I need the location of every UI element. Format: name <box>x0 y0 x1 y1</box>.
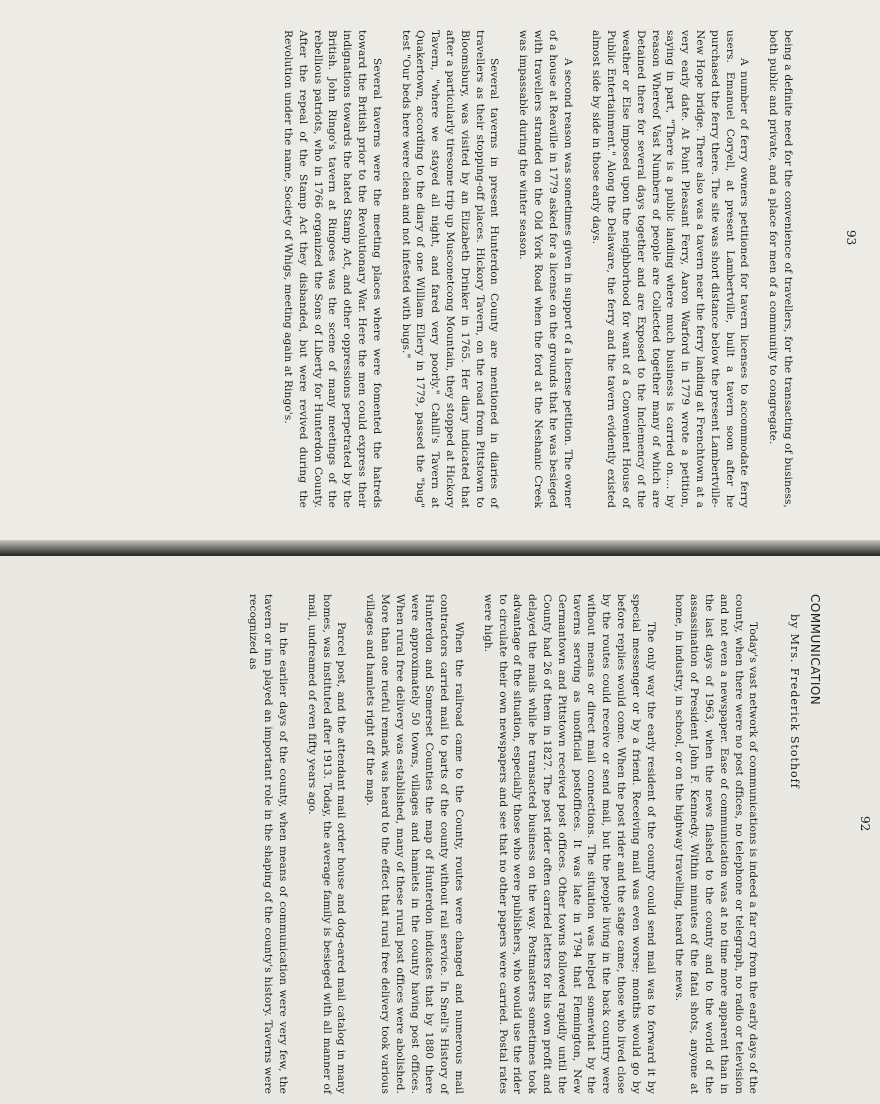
paragraph: In the earlier days of the county, when means of communication were very few, the tavern or inn played an important role in the shaping of the county's history. Taverns were recognized as <box>247 594 290 1094</box>
paragraph: A number of ferry owners petitioned for tavern licenses to accommodate ferry users. Emanuel Coryell, at present Lambertville, built a tavern soon after he purchased the ferry there. The site was short distance below the present Lambertville-New Hope bridge. There also was a tavern near the ferry landing at Frenchtown at a very early date. At Point Pleasant Ferry, Aaron Warford in 1779 wrote a petition, saying in part, "There is a public landing where much business is carried on.... by reason Whereof Vast Numbers of people are Collected together many of which are Detained there for several days together and are Exposed to the Inclemency of the weather or Else imposed upon the neighborhood for want of a Convenient House of Public Entertainment." Along the Delaware, the ferry and the tavern evidently existed almost side by side in those early days. <box>590 30 751 508</box>
page-93-text <box>70 30 795 508</box>
paragraph: Today's vast network of communications is indeed a far cry from the early days of the county, when there were no post offices, no telephone or telegraph, no radio or television and not even a newspaper. Ease of communication was at no time more apparent than in the last days of 1963, when the news flashed to the county and to the world of the assassination of President John F. Kennedy. Within minutes of the fatal shots, anyone at home, in industry, in school, or on the highway travelling, heard the news. <box>673 594 760 1094</box>
author-byline: by Mrs. Frederick Stothoff <box>788 614 802 789</box>
paragraph: The only way the early resident of the county could send mail was to forward it by special messenger or by a friend. Receiving mail was even worse; months would go by before replies would come. When the post rider and the stage came, those who lived close by the routes could receive or send mail, but the people living in the back country were without means or direct mail connections. The situation was helped somewhat by the taverns serving as unofficial postoffices. It was late in 1794 that Flemington, New Germantown and Pittstown received post offices. Other towns followed rapidly until the County had 26 of them in 1827. The post rider often carried letters for his own profit and delayed the mails while he transacted business on the way. Postmasters sometimes took advantage of the situation, especially those who were publishers, who would use the rider to circulate their own newspapers and see that no other papers were carried. Postal rates were high. <box>481 594 657 1094</box>
page-92 <box>0 556 880 1104</box>
chapter-title: COMMUNICATION <box>808 594 822 706</box>
page-93 <box>0 0 880 548</box>
paragraph: Parcel post, and the attendant mail order house and dog-eared mail catalog in many homes, was instituted after 1913. Today, the average family is besieged with all manner of mail, undreamed of even fifty years ago. <box>305 594 348 1094</box>
page-number: 92 <box>858 816 872 832</box>
page-92-text <box>62 594 822 1094</box>
paragraph: When the railroad came to the County, routes were changed and numerous mail contractors carried mail to parts of the county without rail service. In Snell's History of Hunterdon and Somerset Counties the map of Hunterdon indicates that by 1880 there were approximately 50 towns, villages and hamlets in the county having post offices. When rural free delivery was established, many of these rural post offices were abolished. More than one rueful remark was heard to the effect that rural free delivery took various villages and hamlets right off the map. <box>364 594 466 1094</box>
page-number: 93 <box>844 230 858 246</box>
paragraph: being a definite need for the convenience of travellers, for the transacting of business, both public and private, and a place for men of a community to congregate. <box>767 30 794 508</box>
paragraph: Several taverns were the meeting places where were fomented the hatreds toward the British prior to the Revolutionary War. Here the men could express their indignations towards the hated Stamp Act, and other oppressions perpetrated by the British. John Ringo's tavern at Ringoes was the scene of many meetings of the rebellious patriots, who in 1766 organized the Sons of Liberty for Hunterdon County. After the repeal of the Stamp Act they disbanded, but were revived during the Revolution under the name, Society of Whigs, meeting again at Ringo's. <box>282 30 383 508</box>
paragraph: Several taverns in present Hunterdon County are mentioned in diaries of travellers as their stopping-off places. Hickory Tavern, on the road from Pittstown to Bloomsbury, was visited by an Elizabeth Drinker in 1765. Her diary indicated that after a particularly tiresome trip up Musconetcong Mountain, they stopped at Hickory Tavern, "where we stayed all night, and fared very poorly." Cahill's Tavern at Quakertown, according to the diary of one William Ellery in 1779, passed the "bug" test "Our beds here were clean and not infested with bugs." <box>399 30 501 508</box>
paragraph: A second reason was sometimes given in support of a license petition. The owner of a house at Reaville in 1779 asked for a license on the grounds that he was besieged with travellers stranded on the Old York Road when the ford at the Neshanic Creek was impassable during the winter season. <box>517 30 574 508</box>
